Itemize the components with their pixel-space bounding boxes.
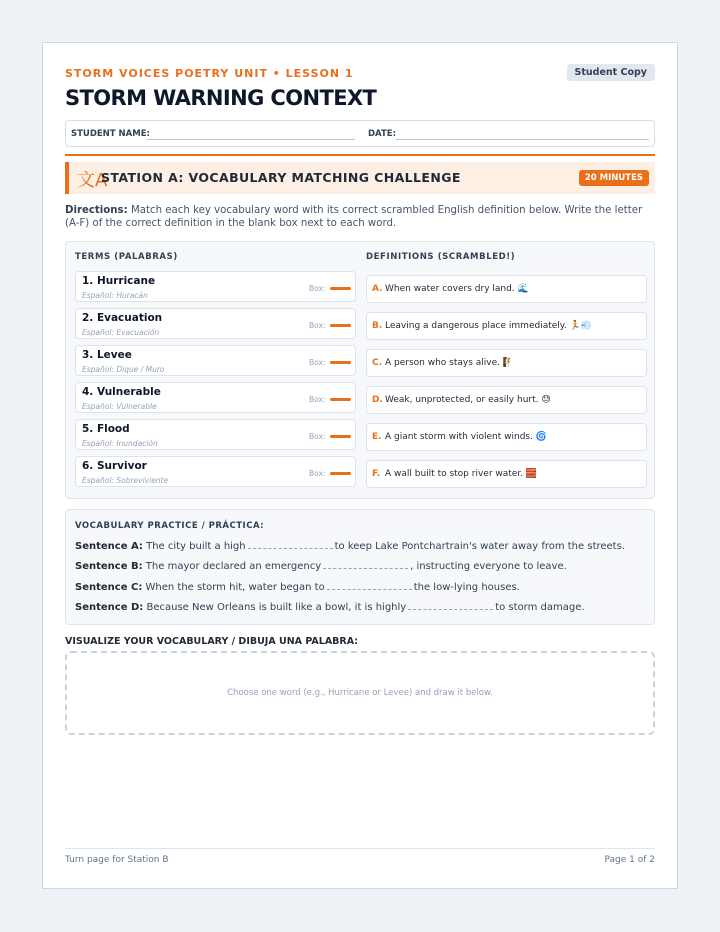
sentence-after: the low-lying houses. bbox=[413, 582, 520, 593]
student-name-field[interactable] bbox=[147, 139, 355, 140]
term-card bbox=[75, 308, 356, 339]
term-word: 5. Flood bbox=[82, 423, 130, 435]
time-badge: 20 MINUTES bbox=[579, 170, 649, 186]
footer-divider bbox=[65, 848, 655, 849]
answer-box-label: Box: bbox=[309, 321, 326, 330]
definition-card bbox=[366, 275, 647, 303]
student-name-label: STUDENT NAME: bbox=[71, 129, 150, 139]
definition-text: A wall built to stop river water. 🧱 bbox=[385, 469, 538, 479]
station-header bbox=[65, 162, 655, 194]
term-spanish: Español: Sobreviviente bbox=[82, 476, 169, 485]
practice-sentence bbox=[75, 580, 520, 593]
page-number: Page 1 of 2 bbox=[604, 855, 655, 865]
definition-card bbox=[366, 349, 647, 377]
directions-label: Directions: bbox=[65, 205, 128, 216]
definition-letter: C. bbox=[372, 358, 383, 368]
definition-text: Leaving a dangerous place immediately. 🏃💨 bbox=[385, 321, 592, 331]
translate-icon: 文A bbox=[77, 170, 108, 191]
sentence-after: to storm damage. bbox=[495, 602, 585, 613]
answer-box[interactable] bbox=[330, 398, 351, 401]
term-spanish: Español: Dique / Muro bbox=[82, 365, 165, 374]
student-copy-badge: Student Copy bbox=[567, 64, 656, 81]
sentence-blank[interactable] bbox=[408, 600, 493, 610]
term-spanish: Español: Evacuación bbox=[82, 328, 160, 337]
date-label: DATE: bbox=[368, 129, 396, 139]
drawing-area[interactable] bbox=[65, 651, 655, 735]
term-card bbox=[75, 419, 356, 450]
answer-box[interactable] bbox=[330, 472, 351, 475]
practice-sentence bbox=[75, 559, 567, 572]
practice-title: VOCABULARY PRACTICE / PRÁCTICA: bbox=[75, 521, 265, 531]
answer-box-label: Box: bbox=[309, 469, 326, 478]
term-card bbox=[75, 271, 356, 302]
answer-box-label: Box: bbox=[309, 358, 326, 367]
drawing-hint: Choose one word (e.g., Hurricane or Levee) and draw it below. bbox=[227, 688, 493, 698]
term-spanish: Español: Vulnerable bbox=[82, 402, 157, 411]
practice-sentence bbox=[75, 539, 625, 552]
answer-box[interactable] bbox=[330, 324, 351, 327]
definition-card bbox=[366, 312, 647, 340]
sentence-label: Sentence D: bbox=[75, 602, 144, 613]
section-divider bbox=[65, 154, 655, 156]
answer-box[interactable] bbox=[330, 287, 351, 290]
term-spanish: Español: Inundación bbox=[82, 439, 158, 448]
term-card bbox=[75, 382, 356, 413]
sentence-label: Sentence B: bbox=[75, 561, 143, 572]
term-word: 4. Vulnerable bbox=[82, 386, 161, 398]
sentence-label: Sentence C: bbox=[75, 582, 143, 593]
term-spanish: Español: Huracán bbox=[82, 291, 148, 300]
definition-text: Weak, unprotected, or easily hurt. 😓 bbox=[385, 395, 551, 405]
footer-next-page: Turn page for Station B bbox=[65, 855, 169, 865]
definition-card bbox=[366, 386, 647, 414]
definition-letter: B. bbox=[372, 321, 383, 331]
terms-header: TERMS (PALABRAS) bbox=[75, 252, 178, 262]
definition-text: A giant storm with violent winds. 🌀 bbox=[385, 432, 548, 442]
term-word: 6. Survivor bbox=[82, 460, 147, 472]
definition-text: When water covers dry land. 🌊 bbox=[385, 284, 529, 294]
sentence-before: Because New Orleans is built like a bowl, it is highly bbox=[146, 602, 407, 613]
definition-card bbox=[366, 423, 647, 451]
definitions-header: DEFINITIONS (SCRAMBLED!) bbox=[366, 252, 516, 262]
definition-text: A person who stays alive. 🧗 bbox=[385, 358, 515, 368]
date-field[interactable] bbox=[396, 139, 649, 140]
term-word: 3. Levee bbox=[82, 349, 132, 361]
answer-box[interactable] bbox=[330, 361, 351, 364]
page-title: STORM WARNING CONTEXT bbox=[65, 86, 377, 110]
page-content bbox=[65, 43, 655, 888]
sentence-before: The city built a high bbox=[146, 541, 246, 552]
term-card bbox=[75, 456, 356, 487]
term-word: 1. Hurricane bbox=[82, 275, 156, 287]
sentence-after: to keep Lake Pontchartrain's water away from the streets. bbox=[334, 541, 625, 552]
answer-box-label: Box: bbox=[309, 395, 326, 404]
directions-text bbox=[65, 204, 655, 230]
sentence-blank[interactable] bbox=[327, 580, 412, 590]
sentence-before: When the storm hit, water began to bbox=[145, 582, 325, 593]
answer-box[interactable] bbox=[330, 435, 351, 438]
unit-kicker: STORM VOICES POETRY UNIT • LESSON 1 bbox=[65, 67, 354, 80]
sentence-before: The mayor declared an emergency bbox=[145, 561, 322, 572]
definition-letter: D. bbox=[372, 395, 383, 405]
answer-box-label: Box: bbox=[309, 284, 326, 293]
definition-card bbox=[366, 460, 647, 488]
sentence-blank[interactable] bbox=[323, 559, 408, 569]
practice-section bbox=[65, 509, 655, 625]
sentence-after: , instructing everyone to leave. bbox=[410, 561, 567, 572]
station-title: STATION A: VOCABULARY MATCHING CHALLENGE bbox=[101, 170, 461, 185]
name-date-box bbox=[65, 120, 655, 147]
sentence-blank[interactable] bbox=[248, 539, 333, 549]
term-card bbox=[75, 345, 356, 376]
matching-section bbox=[65, 241, 655, 499]
sentence-label: Sentence A: bbox=[75, 541, 143, 552]
practice-sentence bbox=[75, 600, 585, 613]
term-word: 2. Evacuation bbox=[82, 312, 163, 324]
definition-letter: F. bbox=[372, 469, 381, 479]
definition-letter: E. bbox=[372, 432, 382, 442]
visualize-title: VISUALIZE YOUR VOCABULARY / DIBUJA UNA PALABRA: bbox=[65, 636, 359, 647]
definition-letter: A. bbox=[372, 284, 383, 294]
directions-body: Match each key vocabulary word with its correct scrambled English definition below. Write the letter (A-F) of the correct definition in the blank box next to each word. bbox=[65, 205, 643, 229]
worksheet-page bbox=[42, 42, 678, 889]
answer-box-label: Box: bbox=[309, 432, 326, 441]
